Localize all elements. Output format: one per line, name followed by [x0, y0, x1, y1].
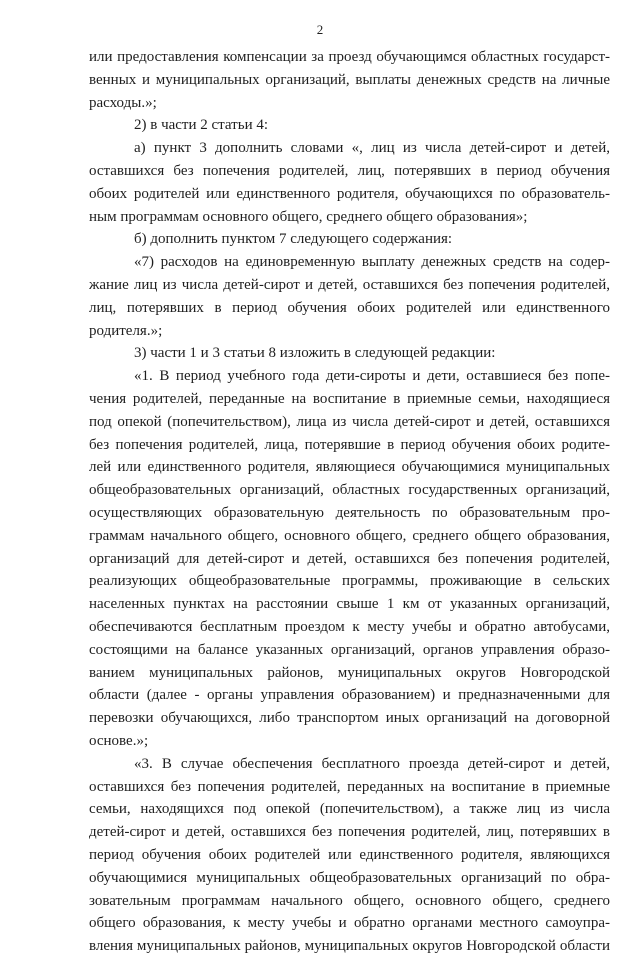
- text-line: чения родителей, переданные на воспитание в приемные семьи, находящиеся: [89, 391, 610, 407]
- text-line: венных и муниципальных организаций, выплаты денежных средств на личные: [89, 72, 610, 88]
- text-line: лей или единственного родителя, являющиеся обучающимися муниципальных: [89, 459, 610, 475]
- text-line: оставшихся без попечения родителей, переданных на воспитание в приемные: [89, 779, 610, 795]
- text-line: состоящими на балансе указанных организаций, органов управления образо-: [89, 642, 610, 658]
- text-line: общеобразовательных организаций, областных государственных организаций,: [89, 482, 610, 498]
- text-line: основе.»;: [89, 733, 149, 749]
- text-line: «3. В случае обеспечения бесплатного проезда детей-сирот и детей,: [134, 756, 610, 772]
- text-line: семьи, находящихся под опекой (попечительством), а также лиц из числа: [89, 801, 610, 817]
- text-line: обоих родителей или единственного родителя, обучающихся по образователь-: [89, 186, 610, 202]
- text-line: обеспечиваются бесплатным проездом к месту учебы и обратно автобусами,: [89, 619, 610, 635]
- text-line: зовательным программам начального общего, основного общего, среднего: [89, 893, 610, 909]
- text-line: обучающимися муниципальных общеобразовательных организаций по обра-: [89, 870, 610, 886]
- page-number: 2: [316, 22, 324, 37]
- text-line: родителя.»;: [89, 323, 163, 339]
- text-line: или предоставления компенсации за проезд обучающимся областных государст-: [89, 49, 610, 65]
- text-line: «1. В период учебного года дети-сироты и дети, оставшиеся без попе-: [134, 368, 610, 384]
- text-line: а) пункт 3 дополнить словами «, лиц из числа детей-сирот и детей,: [134, 140, 610, 156]
- text-line: без попечения родителей, лица, потерявшие в период обучения обоих родите-: [89, 437, 610, 453]
- text-line: области (далее - органы управления образованием) и предназначенными для: [89, 687, 610, 703]
- text-line: ным программам основного общего, среднего общего образования»;: [89, 209, 528, 225]
- text-line: организаций для детей-сирот и детей, оставшихся без попечения родителей,: [89, 551, 610, 567]
- text-line: под опекой (попечительством), лица из числа детей-сирот и детей, оставшихся: [89, 414, 610, 430]
- text-line: осуществляющих образовательную деятельность по образовательным про-: [89, 505, 610, 521]
- text-line: период обучения обоих родителей или единственного родителя, являющихся: [89, 847, 610, 863]
- text-line: жание лиц из числа детей-сирот и детей, оставшихся без попечения родителей,: [89, 277, 610, 293]
- text-line: вления муниципальных районов, муниципальных округов Новгородской области: [89, 938, 610, 954]
- text-line: реализующих общеобразовательные программы, проживающие в сельских: [89, 573, 610, 589]
- text-line: б) дополнить пунктом 7 следующего содержания:: [134, 231, 453, 247]
- text-line: расходы.»;: [89, 95, 157, 111]
- text-line: оставшихся без попечения родителей, лиц, потерявших в период обучения: [89, 163, 610, 179]
- text-line: лиц, потерявших в период обучения обоих родителей или единственного: [89, 300, 610, 316]
- text-line: граммам начального общего, основного общего, среднего общего образования,: [89, 528, 610, 544]
- text-line: 3) части 1 и 3 статьи 8 изложить в следующей редакции:: [134, 345, 496, 361]
- text-line: 2) в части 2 статьи 4:: [134, 117, 269, 133]
- text-line: общего образования, к месту учебы и обратно органами местного самоупра-: [89, 915, 610, 931]
- text-line: населенных пунктах на расстоянии свыше 1 км от указанных организаций,: [89, 596, 610, 612]
- text-line: детей-сирот и детей, оставшихся без попечения родителей, лиц, потерявших в: [89, 824, 610, 840]
- text-line: «7) расходов на единовременную выплату денежных средств на содер-: [134, 254, 610, 270]
- text-line: ванием муниципальных районов, муниципальных округов Новгородской: [89, 665, 610, 681]
- text-line: перевозки обучающихся, либо транспортом иных организаций на договорной: [89, 710, 610, 726]
